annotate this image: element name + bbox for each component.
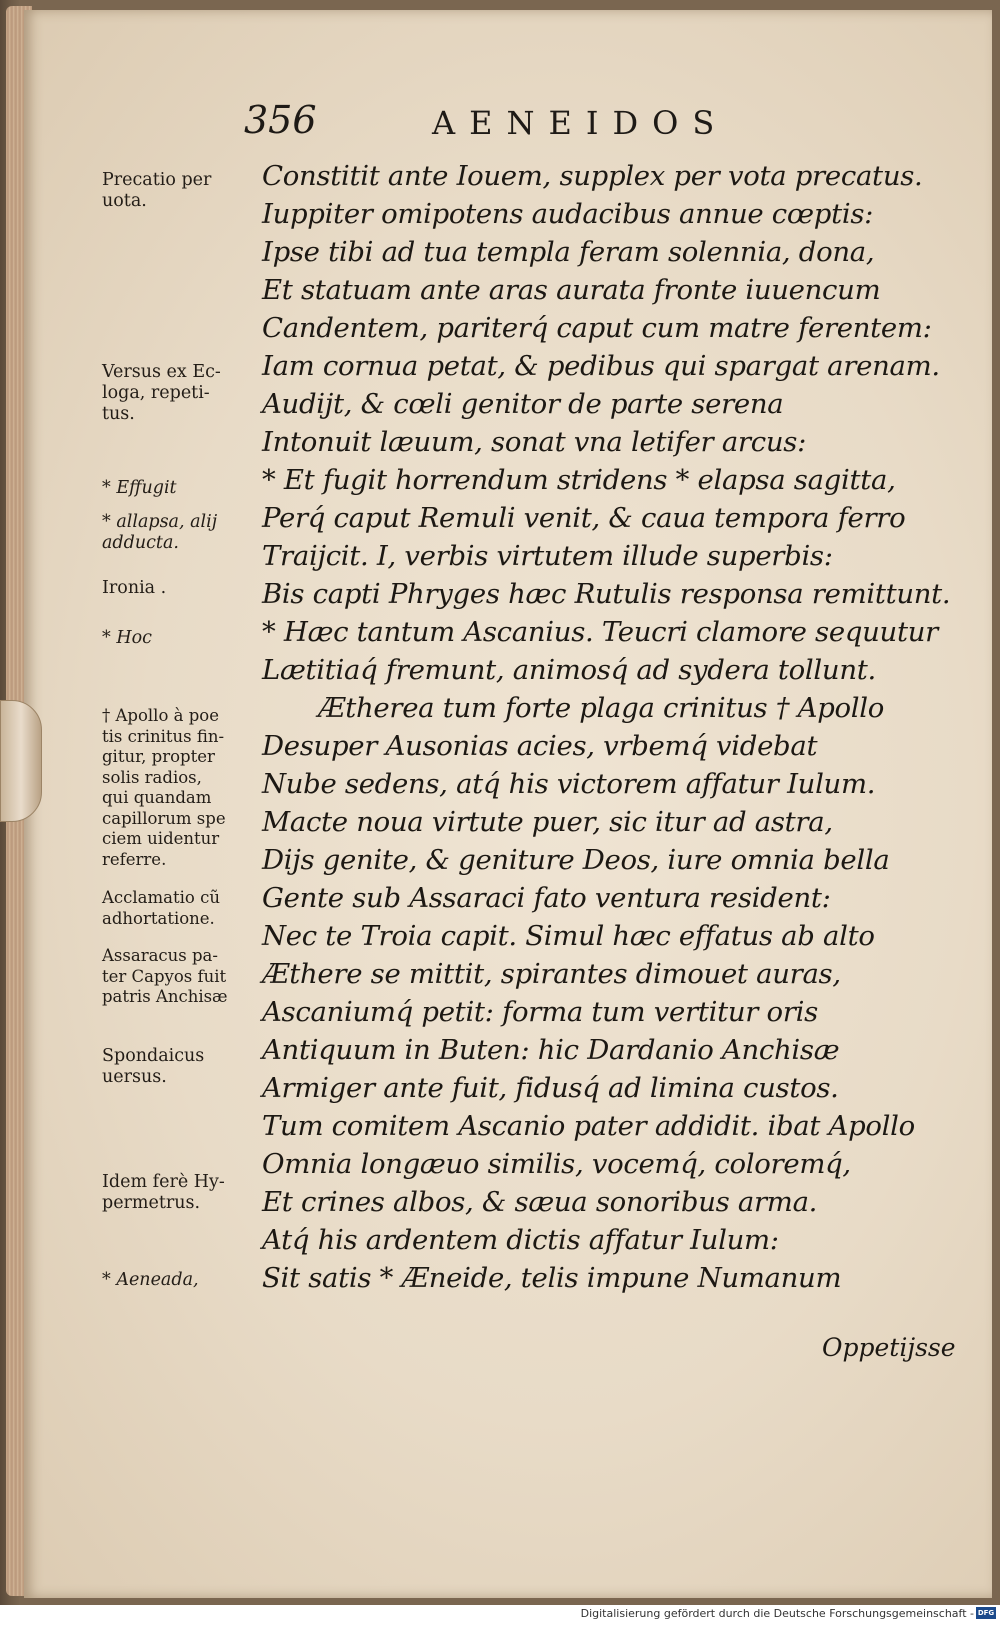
margin-note: † Apollo à poe tis crinitus fin- gitur, propter solis radios, qui quandam capillorum spe ciem uidentur referre.: [102, 706, 226, 869]
margin-note: Precatio per uota.: [102, 170, 212, 211]
verse-line: Nec te Troia capit. Simul hæc effatus ab alto: [262, 920, 875, 952]
verse-line: Tum comitem Ascanio pater addidit. ibat Apollo: [262, 1110, 915, 1142]
verse-line: Gente sub Assaraci fato ventura resident:: [262, 882, 831, 914]
verse-line: Intonuit læuum, sonat vna letifer arcus:: [262, 426, 807, 458]
margin-note: Assaracus pa- ter Capyos fuit patris Anchisæ: [102, 946, 228, 1006]
margin-note: * Aeneada,: [102, 1270, 199, 1290]
margin-note: * allapsa, alij adducta.: [102, 512, 218, 553]
verse-line: Iam cornua petat, & pedibus qui spargat arenam.: [262, 350, 940, 382]
verse-line: Ipse tibi ad tua templa feram solennia, dona,: [262, 236, 875, 268]
margin-note: Spondaicus uersus.: [102, 1046, 205, 1087]
verse-line: Atq́ his ardentem dictis affatur Iulum:: [262, 1224, 779, 1256]
verse-line: Perq́ caput Remuli venit, & caua tempora ferro: [262, 502, 906, 534]
verse-line: * Et fugit horrendum stridens * elapsa sagitta,: [262, 464, 896, 496]
verse-line: Macte noua virtute puer, sic itur ad astra,: [262, 806, 833, 838]
verse-line: Armiger ante fuit, fidusq́ ad limina custos.: [262, 1072, 839, 1104]
dfg-logo: DFG: [977, 1609, 995, 1617]
page-number: 356: [244, 98, 317, 142]
verse-line: Constitit ante Iouem, supplex per vota precatus.: [262, 160, 923, 192]
verse-line: Traijcit. I, verbis virtutem illude superbis:: [262, 540, 833, 572]
catchword: Oppetijsse: [822, 1333, 956, 1362]
verse-line: Et statuam ante aras aurata fronte iuuencum: [262, 274, 881, 306]
margin-note: * Effugit: [102, 478, 177, 498]
margin-note: Versus ex Ec- loga, repeti- tus.: [102, 362, 221, 424]
running-title: AENEIDOS: [432, 104, 729, 142]
verse-line: Ascaniumq́ petit: forma tum vertitur oris: [262, 996, 818, 1028]
margin-note: Ironia .: [102, 578, 167, 598]
funding-credit: Digitalisierung gefördert durch die Deutsche Forschungsgemeinschaft -: [580, 1607, 974, 1620]
verse-line: Nube sedens, atq́ his victorem affatur Iulum.: [262, 768, 876, 800]
verse-line: Sit satis * Æneide, telis impune Numanum: [262, 1262, 842, 1294]
verse-line: Candentem, pariterq́ caput cum matre ferentem:: [262, 312, 932, 344]
verse-line: Bis capti Phryges hæc Rutulis responsa remittunt.: [262, 578, 951, 610]
margin-note: * Hoc: [102, 628, 152, 648]
verse-line: Dijs genite, & geniture Deos, iure omnia bella: [262, 844, 890, 876]
verse-line: Æthere se mittit, spirantes dimouet auras,: [262, 958, 841, 990]
verse-line: Iuppiter omipotens audacibus annue cœptis:: [262, 198, 874, 230]
verse-line: Omnia longæuo similis, vocemq́, coloremq́,: [262, 1148, 851, 1180]
verse-line: Antiquum in Buten: hic Dardanio Anchisæ: [262, 1034, 840, 1066]
verse-line: Æthereа tum forte plaga crinitus † Apollo: [318, 692, 885, 724]
book-clip: [0, 700, 42, 822]
verse-line: * Hæc tantum Ascanius. Teucri clamore sequutur: [262, 616, 938, 648]
verse-line: Et crines albos, & sæua sonoribus arma.: [262, 1186, 818, 1218]
verse-line: Lætitiaq́ fremunt, animosq́ ad sydera tollunt.: [262, 654, 876, 686]
margin-note: Acclamatio cũ adhortatione.: [102, 888, 220, 928]
margin-note: Idem ferè Hy- permetrus.: [102, 1172, 225, 1213]
verse-line: Desuper Ausonias acies, vrbemq́ videbat: [262, 730, 818, 762]
verse-line: Audijt, & cœli genitor de parte serena: [262, 388, 784, 420]
